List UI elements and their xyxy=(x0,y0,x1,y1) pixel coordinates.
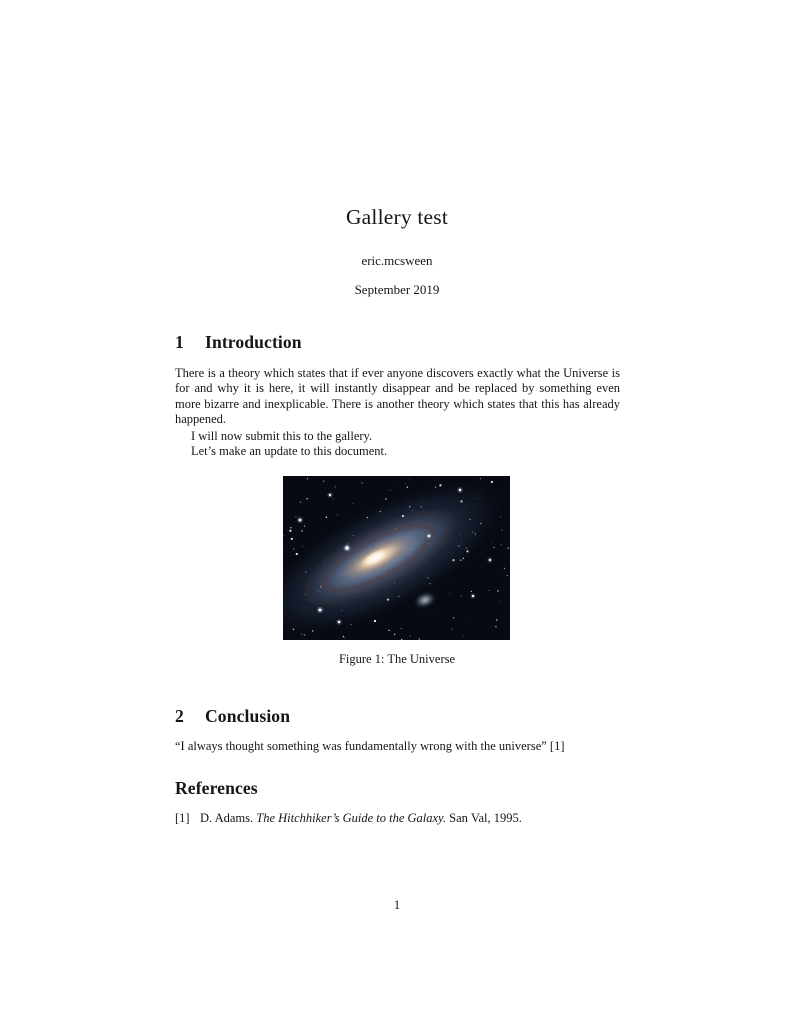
document-title: Gallery test xyxy=(345,205,449,229)
section-title: Introduction xyxy=(205,332,302,352)
section-number: 1 xyxy=(175,332,184,352)
conclusion-quote: “I always thought something was fundamentally wrong with the universe” [1] xyxy=(175,739,565,753)
section-heading-introduction xyxy=(175,332,620,353)
section-heading-references: References xyxy=(175,778,258,798)
intro-line-update: Let’s make an update to this document. xyxy=(191,444,388,458)
section-heading-conclusion xyxy=(175,706,620,727)
document-author: eric.mcsween xyxy=(361,253,433,268)
reference-title: The Hitchhiker’s Guide to the Galaxy. xyxy=(256,811,447,825)
reference-publisher: San Val, 1995. xyxy=(449,811,522,825)
figure-caption: Figure 1: The Universe xyxy=(338,652,456,666)
section-number: 2 xyxy=(175,706,184,726)
document-date: September 2019 xyxy=(354,282,440,297)
universe-figure xyxy=(283,476,510,640)
section-title: Conclusion xyxy=(205,706,291,726)
page-number: 1 xyxy=(393,898,401,912)
reference-author: D. Adams. xyxy=(200,811,254,825)
reference-label: [1] xyxy=(175,811,190,825)
intro-line-submit: I will now submit this to the gallery. xyxy=(191,429,373,443)
intro-paragraph: There is a theory which states that if ever anyone discovers exactly what the Universe is for and why it is here, it will instantly disappear and be replaced by something even more bizarre and inexplicable. There is another theory which states that this has already happened. xyxy=(175,366,620,427)
reference-item xyxy=(175,811,645,826)
universe-image xyxy=(283,476,510,640)
